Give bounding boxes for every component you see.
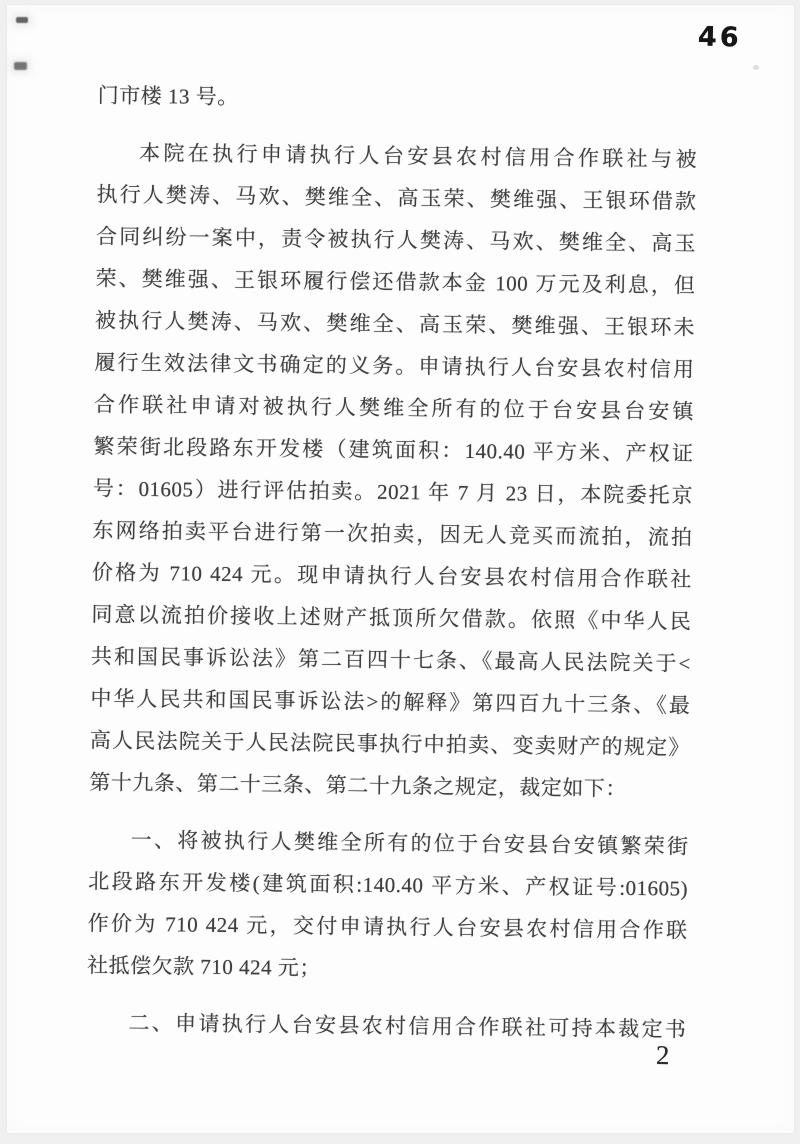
text-line: 被执行人樊涛、马欢、樊维全、高玉荣、樊维强、王银环未 [94,308,696,340]
text-line: 社抵偿欠款 710 424 元； [86,953,322,981]
text-line: 同意以流拍价接收上述财产抵顶所欠借款。依照《中华人民 [91,602,692,634]
text-line: 号：01605）进行评估拍卖。2021 年 7 月 23 日，本院委托京 [92,476,694,508]
edge-ink-mark [16,17,28,23]
text-line: 门市楼 13 号。 [97,83,239,110]
text-line: 共和国民事诉讼法》第二百四十七条、《最高人民法院关于< [90,644,692,676]
text-line: 履行生效法律文书确定的义务。申请执行人台安县农村信用 [94,350,695,382]
text-line: 合作联社申请对被执行人樊维全所有的位于台安县台安镇 [93,392,695,424]
scan-speck [753,65,759,70]
text-line: 第十九条、第二十三条、第二十九条之规定，裁定如下： [89,770,627,801]
text-line: 繁荣街北段路东开发楼（建筑面积：140.40 平方米、产权证 [93,434,694,466]
text-line: 高人民法院关于人民法院民事执行中拍卖、变卖财产的规定》 [89,728,690,760]
text-line: 合同纠纷一案中，责令被执行人樊涛、马欢、樊维全、高玉 [95,224,697,256]
text-line: 一、将被执行人樊维全所有的位于台安县台安镇繁荣街 [130,827,689,859]
text-line: 二、申请执行人台安县农村信用合作联社可持本裁定书 [128,1010,687,1042]
text-line: 北段路东开发楼(建筑面积:140.40 平方米、产权证号:01605) [88,869,689,901]
filing-number: 46 [697,21,742,54]
text-line: 执行人樊涛、马欢、樊维全、高玉荣、樊维强、王银环借款 [96,182,697,214]
text-line: 荣、樊维强、王银环履行偿还借款本金 100 万元及利息，但 [95,266,696,298]
edge-ink-mark [14,62,27,70]
text-line: 中华人民共和国民事诉讼法>的解释》第四百九十三条、《最 [90,686,691,718]
text-line: 作价为 710 424 元，交付申请执行人台安县农村信用合作联 [87,911,688,943]
page-number: 2 [655,1039,670,1071]
text-line: 价格为 710 424 元。现申请执行人台安县农村信用合作联社 [91,560,693,592]
document-lines [86,74,698,1050]
text-line: 本院在执行申请执行人台安县农村信用合作联社与被 [138,140,698,172]
text-line: 东网络拍卖平台进行第一次拍卖，因无人竞买而流拍，流拍 [92,518,693,550]
